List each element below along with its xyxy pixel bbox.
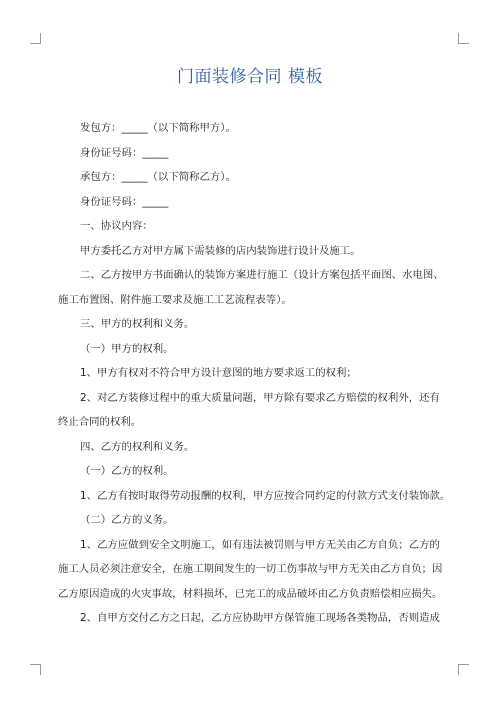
- paragraph-employer-id: 身份证号码：_____: [80, 146, 169, 159]
- document-title: 门面装修合同 模板: [177, 67, 323, 87]
- paragraph-party-a-right-2-line-1: 2、对乙方装修过程中的重大质量问题，甲方除有要求乙方赔偿的权利外，还有: [80, 391, 440, 404]
- paragraph-party-b-duty-2-line-1: 2、自甲方交付乙方之日起，乙方应协助甲方保管施工现场各类物品，否则造成: [80, 612, 440, 624]
- paragraph-clause-2-line-1: 二、乙方按甲方书面确认的装饰方案进行施工（设计方案包括平面图、水电图、: [80, 269, 444, 281]
- section-heading-agreement: 一、协议内容：: [80, 220, 153, 232]
- paragraph-clause-2-line-2: 施工布置图、附件施工要求及施工工艺流程表等）。: [58, 293, 292, 306]
- crop-mark-bottom-left: [30, 664, 41, 675]
- paragraph-contractor: 承包方：_____（以下简称乙方）。: [80, 171, 236, 183]
- section-heading-party-a: 三、甲方的权利和义务。: [80, 318, 195, 330]
- paragraph-party-a-right-2-line-2: 终止合同的权利。: [58, 416, 142, 428]
- paragraph-party-b-duty-1-line-2: 施工人员必须注意安全，在施工期间发生的一切工伤事故与甲方无关由乙方自负；因: [58, 563, 443, 575]
- section-heading-party-b: 四、乙方的权利和义务。: [80, 440, 195, 453]
- paragraph-party-b-right-1: 1、乙方有按时取得劳动报酬的权利，甲方应按合同约定的付款方式支付装饰款。: [80, 489, 451, 502]
- document-body: [58, 116, 451, 631]
- paragraph-party-b-duty-1-line-3: 乙方原因造成的火灾事故，材料损坏，已完工的成品破坏由乙方负责赔偿相应损失。: [58, 587, 443, 600]
- crop-mark-bottom-right: [458, 664, 469, 675]
- paragraph-agreement-content: 甲方委托乙方对甲方属下需装修的店内装饰进行设计及施工。: [80, 244, 361, 257]
- paragraph-contractor-id: 身份证号码：_____: [80, 195, 169, 208]
- paragraph-party-a-right-1: 1、甲方有权对不符合甲方设计意图的地方要求返工的权利；: [80, 367, 357, 379]
- crop-mark-top-right: [458, 33, 469, 44]
- subheading-party-b-rights: （一）乙方的权利。: [80, 465, 174, 477]
- subheading-party-b-duties: （二）乙方的义务。: [80, 514, 174, 526]
- paragraph-party-b-duty-1-line-1: 1、乙方应做到安全文明施工，如有违法被罚则与甲方无关由乙方自负；乙方的: [80, 538, 440, 551]
- subheading-party-a-rights: （一）甲方的权利。: [80, 342, 174, 355]
- crop-mark-top-left: [30, 33, 41, 44]
- paragraph-employer: 发包方：_____（以下简称甲方）。: [80, 122, 236, 134]
